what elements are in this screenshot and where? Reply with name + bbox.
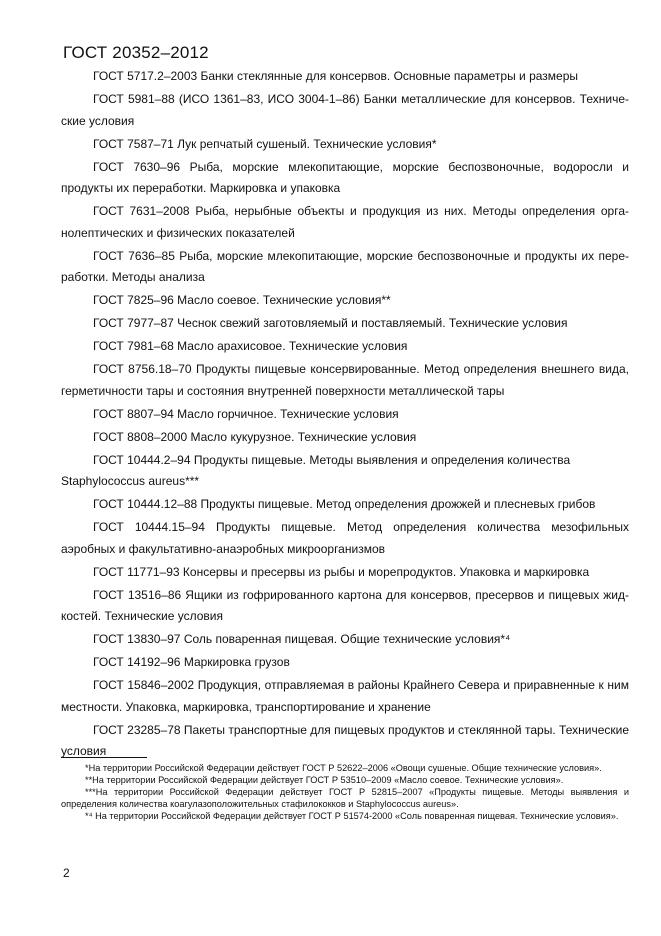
standard-reference: ГОСТ 5981–88 (ИСО 1361–83, ИСО 3004-1–86) Банки металлические для консервов. Техниче-ские условия	[61, 92, 629, 128]
footnote-separator	[61, 757, 147, 758]
standard-reference: ГОСТ 7825–96 Масло соевое. Технические условия**	[93, 293, 391, 307]
standard-reference: ГОСТ 7587–71 Лук репчатый сушеный. Технические условия*	[93, 136, 437, 151]
standard-reference-text: ГОСТ 10444.2–94 Продукты пищевые. Методы выявления и определения количества	[93, 452, 571, 467]
normative-references-list	[61, 66, 629, 764]
standard-reference: ГОСТ 13516–86 Ящики из гофрированного картона для консервов, пресервов и пищевых жид-костей. Технические условия	[61, 587, 629, 623]
standard-reference: ГОСТ 8807–94 Масло горчичное. Технические условия	[93, 406, 399, 421]
standard-reference: ГОСТ 7636–85 Рыба, морские млекопитающие, морские беспозвоночные и продукты их пере-работки. Методы анализа	[61, 248, 629, 284]
footnote: ***На территории Российской Федерации действует ГОСТ Р 52815–2007 «Продукты пищевые. Методы выявления и определения количества коагулазоположительных стафилококков и Staphylococcus aureus».	[61, 787, 629, 809]
standard-reference: ГОСТ 5717.2–2003 Банки стеклянные для консервов. Основные параметры и размеры	[93, 69, 579, 83]
standard-reference-continuation: Staphylococcus aureus***	[61, 474, 200, 488]
standard-reference: ГОСТ 14192–96 Маркировка грузов	[93, 655, 290, 669]
footnote: *⁴ На территории Российской Федерации действует ГОСТ Р 51574-2000 «Соль поваренная пищевая. Технические условия».	[85, 811, 619, 822]
standard-reference: ГОСТ 11771–93 Консервы и пресервы из рыбы и морепродуктов. Упаковка и маркировка	[93, 564, 590, 579]
footnote: **На территории Российской Федерации действует ГОСТ Р 53510–2009 «Масло соевое. Технические условия».	[85, 775, 564, 786]
standard-reference: ГОСТ 10444.15–94 Продукты пищевые. Метод определения количества мезофильных аэробных и факультативно-анаэробных микроорганизмов	[61, 520, 629, 556]
standard-reference: ГОСТ 7631–2008 Рыба, нерыбные объекты и продукция из них. Методы определения орга-нолептических и физических показателей	[61, 204, 629, 240]
standard-reference: ГОСТ 7981–68 Масло арахисовое. Технические условия	[93, 339, 408, 353]
footnote: *На территории Российской Федерации действует ГОСТ Р 52622–2006 «Овощи сушеные. Общие технические условия».	[85, 763, 602, 773]
page-number: 2	[63, 866, 70, 880]
standard-reference	[61, 450, 629, 493]
footnotes	[61, 763, 629, 823]
standard-reference: ГОСТ 8808–2000 Масло кукурузное. Технические условия	[93, 429, 417, 444]
page-header: ГОСТ 20352–2012	[63, 43, 209, 62]
standard-reference: ГОСТ 7630–96 Рыба, морские млекопитающие, морские беспозвоночные, водоросли и продукты их переработки. Маркировка и упаковка	[61, 159, 629, 195]
standard-reference: ГОСТ 10444.12–88 Продукты пищевые. Метод определения дрожжей и плесневых грибов	[93, 497, 596, 511]
standard-reference: ГОСТ 13830–97 Соль поваренная пищевая. Общие технические условия*⁴	[93, 632, 511, 646]
standard-reference: ГОСТ 23285–78 Пакеты транспортные для пищевых продуктов и стеклянной тары. Технические условия	[61, 722, 629, 758]
standard-reference: ГОСТ 7977–87 Чеснок свежий заготовляемый и поставляемый. Технические условия	[93, 316, 568, 330]
standard-reference: ГОСТ 8756.18–70 Продукты пищевые консервированные. Метод определения внешнего вида, герметичности тары и состояния внутренней поверхности металлической тары	[61, 362, 629, 398]
standard-reference: ГОСТ 15846–2002 Продукция, отправляемая в районы Крайнего Севера и приравненные к ним местности. Упаковка, маркировка, транспортирование и хранение	[61, 678, 629, 714]
